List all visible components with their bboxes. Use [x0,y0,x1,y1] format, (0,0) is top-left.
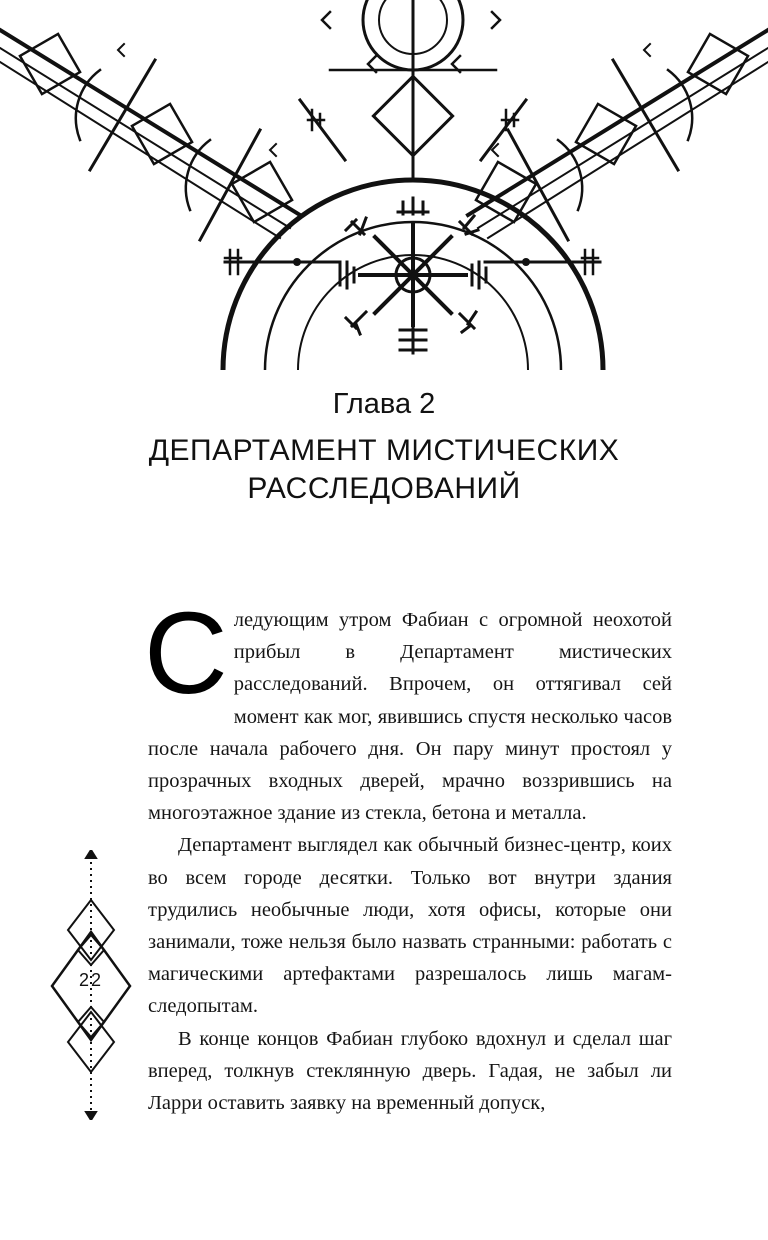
page-number: 22 [78,970,104,990]
chapter-label: Глава 2 [332,388,436,420]
paragraph-1-text: ледующим утром Фабиан с огромной неохотой прибыл в Департамент мистических расследований. Впрочем, он оттягивал сей момент как мог, явившись спустя несколько часов после начала рабочего дня. Он пару минут простоял у прозрачных входных дверей, мрачно воззрившись на многоэтажное здание из стекла, бетона и металла. [148,609,672,825]
chapter-title [0,432,768,508]
paragraph-3: В конце концов Фабиан глубоко вдохнул и сделал шаг вперед, толкнув стеклянную дверь. Гадая, не забыл ли Ларри оставить заявку на временный допуск, [148,1027,672,1115]
body-text [144,588,672,1119]
paragraph-1 [144,588,672,829]
chapter-title-line-2: РАССЛЕДОВАНИЙ [247,472,521,505]
upper-left-staff [300,100,345,160]
left-spear [0,30,300,240]
paragraph-2: Департамент выглядел как обычный бизнес-центр, коих во всем городе десятки. Только вот внутри здания трудились необычные люди, хотя офисы, которые они занимали, тоже нельзя было назвать странными: работать с магическими артефактами разрешалось лишь магам-следопытам. [148,834,672,1018]
compass-center [223,180,603,370]
vegvisir-ornament-icon [0,0,768,370]
drop-cap: С [144,588,228,718]
chapter-title-line-1: ДЕПАРТАМЕНТ МИСТИЧЕСКИХ [148,434,620,467]
top-staff [322,0,500,180]
